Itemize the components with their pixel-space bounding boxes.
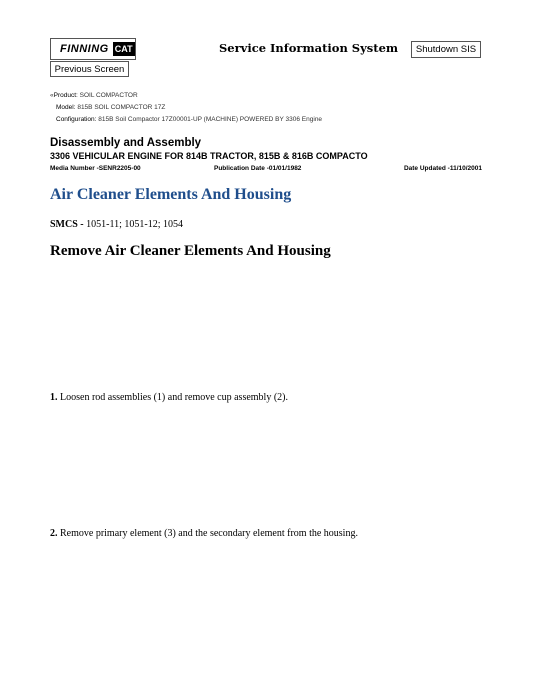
shutdown-sis-button[interactable]: Shutdown SIS xyxy=(411,41,481,58)
page-title: Air Cleaner Elements And Housing xyxy=(50,186,292,203)
step-text: Loosen rod assemblies (1) and remove cup assembly (2). xyxy=(60,392,288,403)
configuration-value: 815B Soil Compactor 17Z00001-UP (MACHINE) POWERED BY 3306 Engine xyxy=(98,116,323,123)
section-heading: Disassembly and Assembly xyxy=(50,137,202,149)
procedure-title: Remove Air Cleaner Elements And Housing xyxy=(50,243,331,259)
product-line xyxy=(50,90,138,102)
step-number: 1. xyxy=(50,392,58,403)
model-value: 815B SOIL COMPACTOR 17Z xyxy=(77,104,166,111)
cat-logo-badge: CAT xyxy=(114,44,133,54)
product-key: Product: xyxy=(53,92,78,99)
product-value: SOIL COMPACTOR xyxy=(79,92,138,99)
step-item xyxy=(50,392,288,403)
configuration-line xyxy=(56,114,322,126)
configuration-key: Configuration: xyxy=(56,116,97,123)
smcs-label: SMCS - xyxy=(50,219,84,230)
model-key: Model: xyxy=(56,104,76,111)
step-item xyxy=(50,528,358,539)
step-number: 2. xyxy=(50,528,58,539)
model-line xyxy=(56,102,165,114)
smcs-line xyxy=(50,219,183,230)
engine-heading: 3306 VEHICULAR ENGINE FOR 814B TRACTOR, 815B & 816B COMPACTO xyxy=(50,151,368,161)
finning-cat-logo xyxy=(50,38,136,60)
date-updated: Date Updated -11/10/2001 xyxy=(403,165,482,172)
finning-logo-text: FINNING xyxy=(60,43,109,55)
media-number: Media Number -SENR2205-00 xyxy=(50,165,141,172)
publication-date: Publication Date -01/01/1982 xyxy=(214,165,302,172)
step-text: Remove primary element (3) and the secondary element from the housing. xyxy=(60,528,358,539)
back-arrow-icon[interactable]: « xyxy=(50,92,54,99)
previous-screen-button[interactable]: Previous Screen xyxy=(50,61,129,77)
system-title: Service Information System xyxy=(219,41,399,55)
smcs-codes: 1051-11; 1051-12; 1054 xyxy=(86,219,183,230)
